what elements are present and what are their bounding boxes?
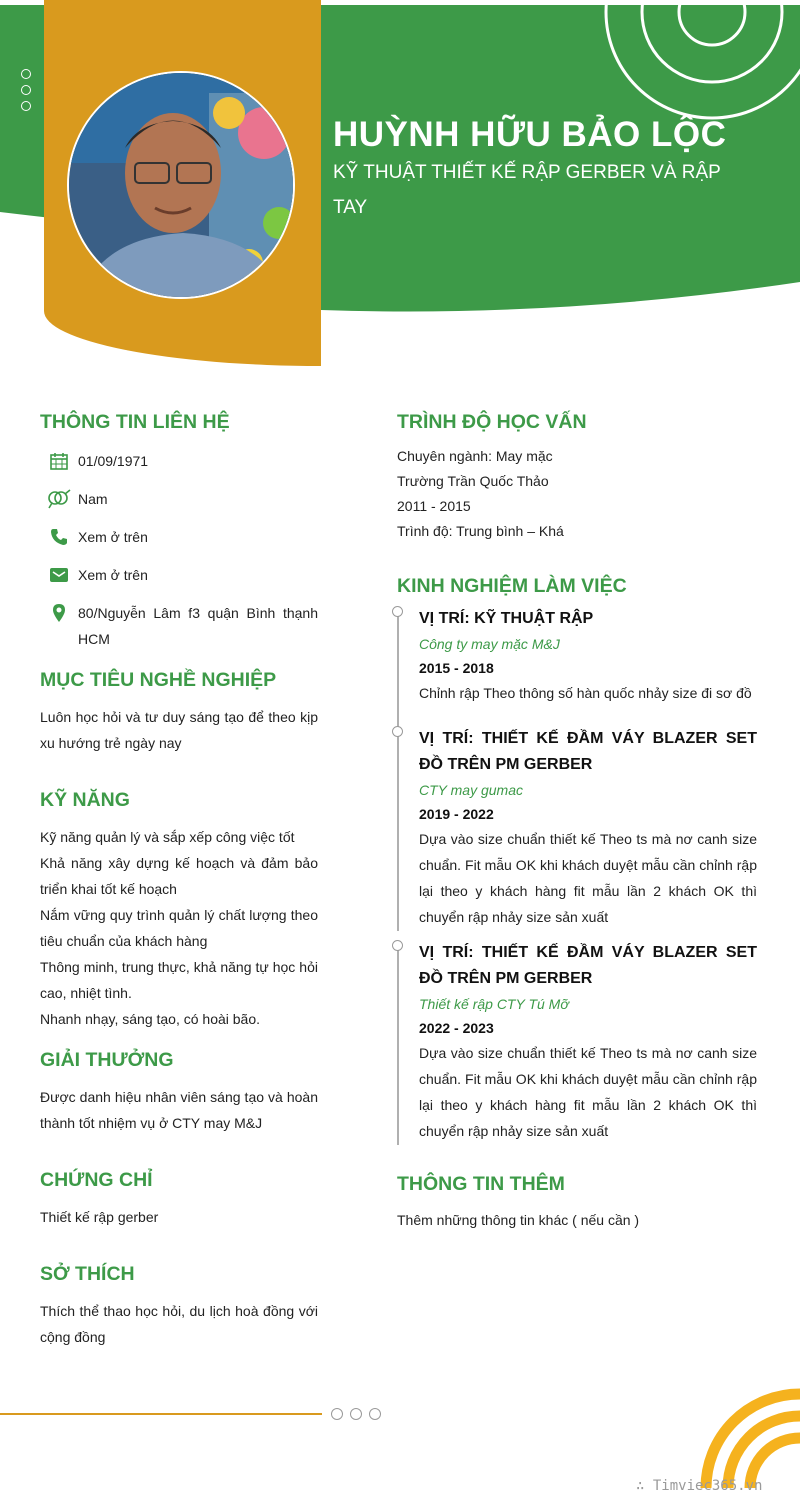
experience-item xyxy=(397,606,757,706)
education-title: TRÌNH ĐỘ HỌC VẤN xyxy=(397,411,587,433)
email-icon xyxy=(40,562,78,588)
timeline-dot xyxy=(392,940,403,951)
decorative-arcs xyxy=(690,1378,800,1488)
hobbies-section xyxy=(40,1260,318,1350)
experience-position: VỊ TRÍ: THIẾT KẾ ĐẦM VÁY BLAZER SET ĐỒ TRÊN PM GERBER xyxy=(419,944,757,987)
contact-address: 80/Nguyễn Lâm f3 quận Bình thạnh HCM xyxy=(78,605,318,647)
contact-gender: Nam xyxy=(78,491,108,507)
education-major: Chuyên ngành: May mặc xyxy=(397,448,553,464)
skill-line: Nhanh nhạy, sáng tạo, có hoài bão. xyxy=(40,1011,261,1027)
experience-position: VỊ TRÍ: KỸ THUẬT RẬP xyxy=(419,610,594,627)
gender-icon xyxy=(40,486,78,512)
skill-line: Nắm vững quy trình quản lý chất lượng theo tiêu chuẩn của khách hàng xyxy=(40,907,318,949)
candidate-name: HUỲNH HỮU BẢO LỘC xyxy=(333,115,727,154)
objective-section xyxy=(40,666,318,756)
hobbies-text: Thích thể thao học hỏi, du lịch hoà đồng với cộng đồng xyxy=(40,1303,318,1345)
skill-line: Thông minh, trung thực, khả năng tự học hỏi cao, nhiệt tình. xyxy=(40,959,318,1001)
additional-title: THÔNG TIN THÊM xyxy=(397,1173,565,1195)
contact-row-birthday xyxy=(40,448,318,474)
objective-title: MỤC TIÊU NGHỀ NGHIỆP xyxy=(40,669,277,691)
experience-period: 2015 - 2018 xyxy=(419,660,494,676)
education-school: Trường Trần Quốc Thảo xyxy=(397,473,549,489)
awards-section xyxy=(40,1046,318,1136)
experience-company: Thiết kế rập CTY Tú Mỡ xyxy=(419,996,569,1012)
contact-email: Xem ở trên xyxy=(78,567,148,583)
footer-divider xyxy=(0,1413,322,1415)
contact-section xyxy=(40,408,318,652)
decorative-dots-horizontal xyxy=(331,1408,381,1420)
candidate-job-title: KỸ THUẬT THIẾT KẾ RẬP GERBER VÀ RẬP TAY xyxy=(333,162,721,218)
contact-row-address xyxy=(40,600,318,652)
experience-period: 2022 - 2023 xyxy=(419,1020,494,1036)
certificates-text: Thiết kế rập gerber xyxy=(40,1209,159,1225)
experience-company: Công ty may mặc M&J xyxy=(419,636,560,652)
watermark: ∴ Timviec365.vn xyxy=(636,1478,763,1494)
experience-section xyxy=(397,572,757,1144)
experience-company: CTY may gumac xyxy=(419,782,523,798)
decorative-dots-vertical xyxy=(21,69,31,111)
skills-title: KỸ NĂNG xyxy=(40,789,130,811)
right-column xyxy=(397,408,757,1233)
calendar-icon xyxy=(40,448,78,474)
education-years: 2011 - 2015 xyxy=(397,498,471,514)
skills-section xyxy=(40,786,318,1032)
skill-line: Khả năng xây dựng kế hoạch và đảm bảo triển khai tốt kế hoạch xyxy=(40,855,318,897)
experience-description: Chỉnh rập Theo thông số hàn quốc nhảy size đi sơ đồ xyxy=(419,685,752,701)
phone-icon xyxy=(40,524,78,550)
experience-title: KINH NGHIỆM LÀM VIỆC xyxy=(397,575,627,597)
experience-description: Dựa vào size chuẩn thiết kế Theo ts mà nơ canh size chuẩn. Fit mẫu OK khi khách duyệt mẫu cần chỉnh rập lại theo y khách hàng fit mẫu lần 2 khách OK thì chuyển rập nhảy size sản xuất xyxy=(419,831,757,925)
awards-title: GIẢI THƯỞNG xyxy=(40,1049,174,1071)
contact-phone: Xem ở trên xyxy=(78,529,148,545)
experience-item xyxy=(397,726,757,930)
contact-row-email xyxy=(40,562,318,588)
additional-text: Thêm những thông tin khác ( nếu cần ) xyxy=(397,1212,640,1228)
location-icon xyxy=(40,600,78,626)
experience-position: VỊ TRÍ: THIẾT KẾ ĐẦM VÁY BLAZER SET ĐỒ TRÊN PM GERBER xyxy=(419,730,757,773)
education-level: Trình độ: Trung bình – Khá xyxy=(397,523,564,539)
education-section xyxy=(397,408,757,544)
experience-item xyxy=(397,940,757,1144)
skill-line: Kỹ năng quản lý và sắp xếp công việc tốt xyxy=(40,829,295,845)
hobbies-title: SỞ THÍCH xyxy=(40,1263,135,1285)
certificates-section xyxy=(40,1166,318,1230)
contact-birthday: 01/09/1971 xyxy=(78,453,149,469)
contact-title: THÔNG TIN LIÊN HỆ xyxy=(40,411,230,433)
objective-text: Luôn học hỏi và tư duy sáng tạo để theo kịp xu hướng trẻ ngày nay xyxy=(40,709,318,751)
avatar xyxy=(67,71,295,299)
experience-period: 2019 - 2022 xyxy=(419,806,494,822)
experience-description: Dựa vào size chuẩn thiết kế Theo ts mà nơ canh size chuẩn. Fit mẫu OK khi khách duyệt mẫu cần chỉnh rập lại theo y khách hàng fit mẫu lần 2 khách OK thì chuyển rập nhảy size sản xuất xyxy=(419,1045,757,1139)
additional-section xyxy=(397,1170,757,1233)
left-column xyxy=(40,408,318,1350)
awards-text: Được danh hiệu nhân viên sáng tạo và hoàn thành tốt nhiệm vụ ở CTY may M&J xyxy=(40,1089,318,1131)
contact-row-phone xyxy=(40,524,318,550)
timeline-dot xyxy=(392,726,403,737)
timeline-dot xyxy=(392,606,403,617)
contact-row-gender xyxy=(40,486,318,512)
certificates-title: CHỨNG CHỈ xyxy=(40,1169,153,1191)
